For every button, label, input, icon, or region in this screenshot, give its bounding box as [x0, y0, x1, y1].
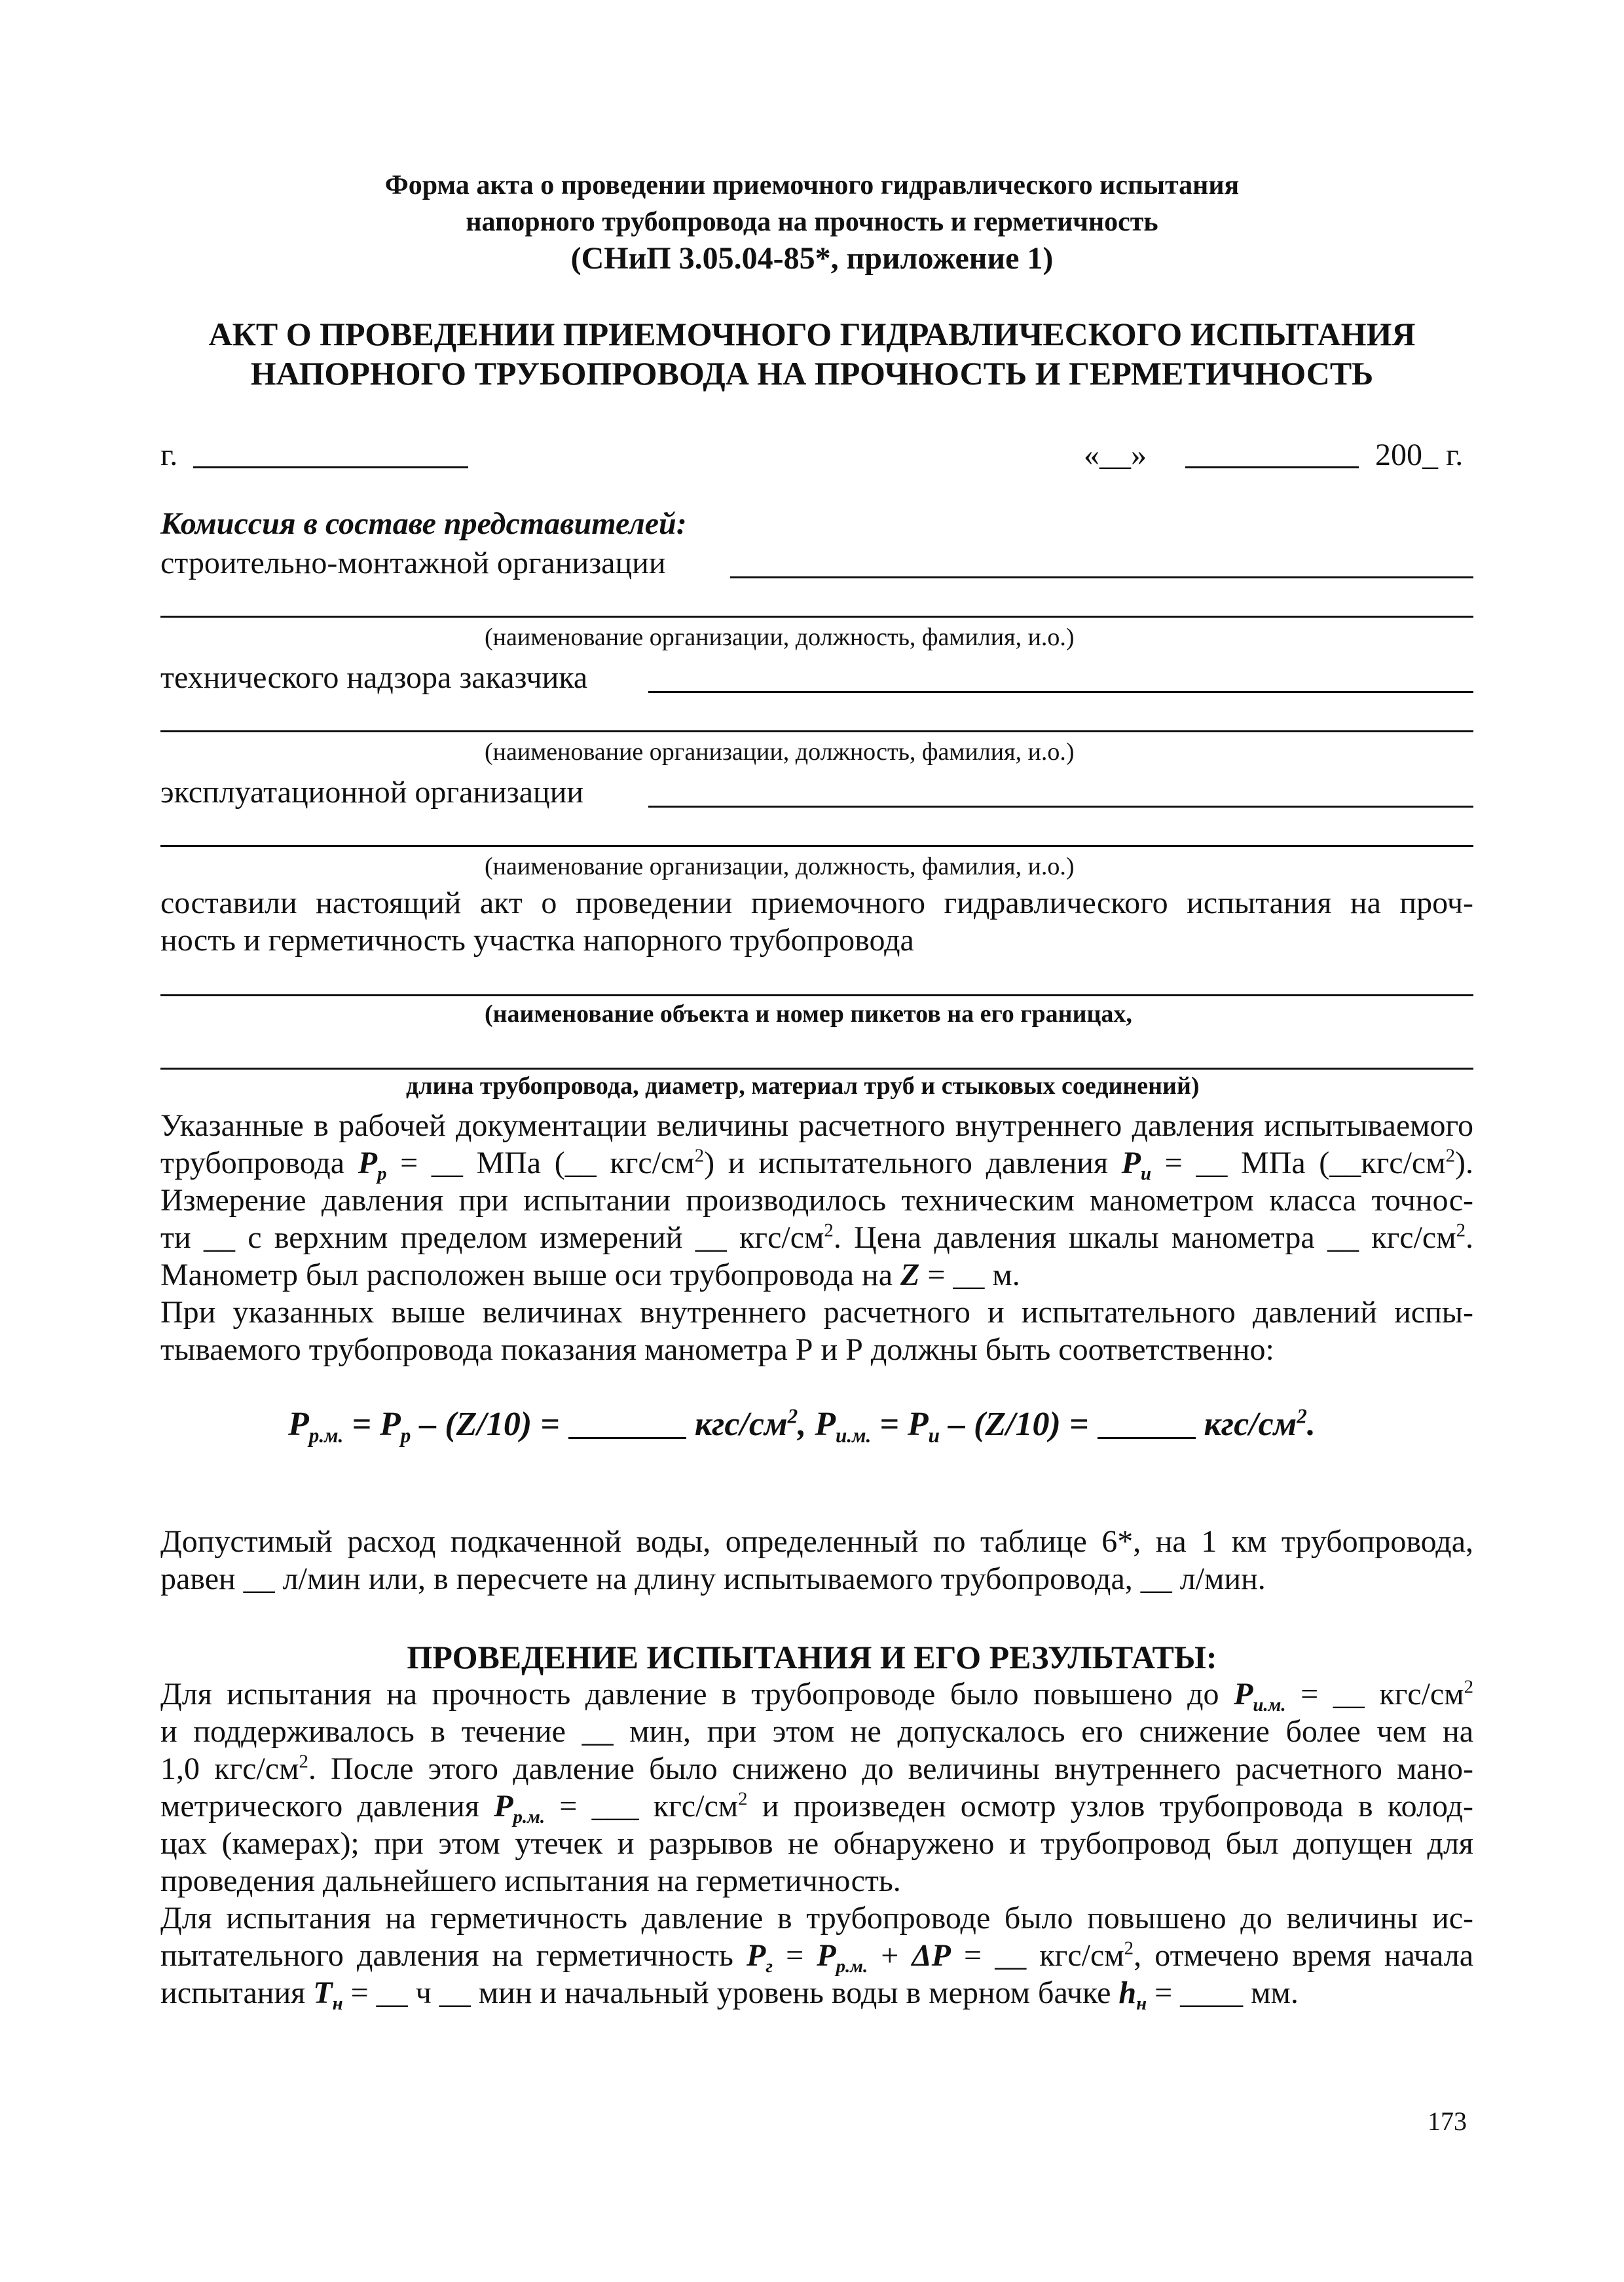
params-line-5: Манометр был расположен выше оси трубопровода на Z = __ м.: [160, 1258, 1020, 1292]
month-blank-line: [1185, 466, 1359, 468]
manometer-formula: $P_{р.м.} = P_р - (Z/10) = кгс/см^2$, $P_{и.м.} = P_и - (Z/10) = кгс/см^2$.: [288, 1404, 1316, 1447]
org-operation-label: эксплуатационной организации: [160, 775, 584, 810]
city-blank-line: [193, 466, 468, 468]
section-title: ПРОВЕДЕНИЕ ИСПЫТАНИЯ И ЕГО РЕЗУЛЬТАТЫ:: [407, 1639, 1217, 1675]
results-line-5: цах (камерах); при этом утечек и разрывов не обнаружено и трубопровод был допущен для: [160, 1826, 1473, 1861]
form-header-line-3: (СНиП 3.05.04-85*, приложение 1): [570, 241, 1054, 276]
params-line-2: трубопровода $P_р$ = __ МПа (__ кгс/$см^2$) и испытательного давления $P_и$ = __ МПа $(\_\_кгс/см^2)$.: [160, 1145, 1473, 1185]
org-construction-blank-1: [730, 576, 1473, 578]
org-supervision-blank-2: [160, 730, 1473, 732]
params-paragraph: [160, 1107, 1473, 1368]
org-supervision-caption: (наименование организации, должность, фамилия, и.о.): [485, 738, 1075, 766]
results-line-9: испытания $T_н$ = __ ч __ мин и начальный уровень воды в мерном бачке $h_н$ = ____ мм.: [160, 1975, 1299, 2015]
org-operation-blank-2: [160, 845, 1473, 847]
object-blank-2: [160, 1068, 1473, 1070]
org-construction-blank-2: [160, 616, 1473, 618]
params-line-6: При указанных выше величинах внутреннего расчетного и испытательного давлений испы-: [160, 1295, 1473, 1330]
results-line-2: и поддерживалось в течение __ мин, при этом не допускалось его снижение более чем на: [160, 1714, 1473, 1749]
formula-blank-1: [568, 1411, 686, 1439]
intro-line-2: ность и герметичность участка напорного трубопровода: [160, 923, 914, 958]
act-title-line-2: НАПОРНОГО ТРУБОПРОВОДА НА ПРОЧНОСТЬ И ГЕРМЕТИЧНОСТЬ: [250, 355, 1374, 392]
city-prefix: г.: [160, 438, 178, 472]
params-line-3: Измерение давления при испытании производилось техническим манометром класса точнос-: [160, 1183, 1473, 1218]
org-operation-blank-1: [648, 806, 1473, 808]
date-quote: «__»: [1084, 438, 1147, 472]
org-construction-caption: (наименование организации, должность, фамилия, и.о.): [485, 624, 1075, 651]
form-header-line-2: напорного трубопровода на прочность и герметичность: [466, 207, 1158, 237]
act-title: [0, 314, 1624, 393]
water-paragraph: [160, 1523, 1473, 1598]
org-construction-label: строительно-монтажной организации: [160, 546, 666, 580]
results-line-8: пытательного давления на герметичность $P_г = P_{р.м.} + \Delta P$ = __ кгс/$см^2$, отмечено время начала: [160, 1937, 1474, 1977]
results-line-6: проведения дальнейшего испытания на герметичность.: [160, 1863, 901, 1898]
results-line-4: метрического давления $P_{р.м.}$ = ___ кгс/$см^2$ и произведен осмотр узлов трубопровода в колод-: [160, 1788, 1474, 1828]
form-header-line-1: Форма акта о проведении приемочного гидравлического испытания: [384, 170, 1240, 200]
params-line-7: тываемого трубопровода показания манометра Р и Р должны быть соответственно:: [160, 1332, 1274, 1367]
object-caption-1: (наименование объекта и номер пикетов на его границах,: [485, 1000, 1132, 1028]
org-operation-caption: (наименование организации, должность, фамилия, и.о.): [485, 853, 1075, 880]
object-caption-2: длина трубопровода, диаметр, материал труб и стыковых соединений): [406, 1072, 1200, 1100]
intro-paragraph: [160, 884, 1473, 959]
intro-line-1: составили настоящий акт о проведении приемочного гидравлического испытания на проч-: [160, 886, 1473, 920]
params-line-4: ти __ с верхним пределом измерений __ кгс/$см^2$. Цена давления шкалы манометра __ кгс/$см^2$.: [160, 1220, 1474, 1255]
year-text: 200_ г.: [1375, 438, 1464, 472]
results-line-3: 1,0 кгс/$см^2$. После этого давление было снижено до величины внутреннего расчетного мано-: [160, 1751, 1474, 1786]
act-title-line-1: АКТ О ПРОВЕДЕНИИ ПРИЕМОЧНОГО ГИДРАВЛИЧЕСКОГО ИСПЫТАНИЯ: [208, 316, 1416, 352]
water-line-1: Допустимый расход подкаченной воды, определенный по таблице 6*, на 1 км трубопровода,: [160, 1524, 1473, 1559]
form-header: [0, 167, 1624, 277]
commission-heading: Комиссия в составе представителей:: [160, 506, 687, 541]
water-line-2: равен __ л/мин или, в пересчете на длину испытываемого трубопровода, __ л/мин.: [160, 1562, 1266, 1596]
results-line-1: Для испытания на прочность давление в трубопроводе было повышено до $P_{и.м.}$ = __ кгс/$см^2$: [160, 1676, 1473, 1716]
object-blank-1: [160, 994, 1473, 996]
org-supervision-blank-1: [648, 691, 1473, 693]
formula-blank-2: [1098, 1411, 1196, 1439]
results-paragraph: [160, 1675, 1474, 2015]
results-line-7: Для испытания на герметичность давление в трубопроводе было повышено до величины ис-: [160, 1901, 1473, 1936]
params-line-1: Указанные в рабочей документации величины расчетного внутреннего давления испытываемого: [160, 1108, 1473, 1143]
org-supervision-label: технического надзора заказчика: [160, 660, 588, 695]
page-number: 173: [1428, 2106, 1467, 2136]
